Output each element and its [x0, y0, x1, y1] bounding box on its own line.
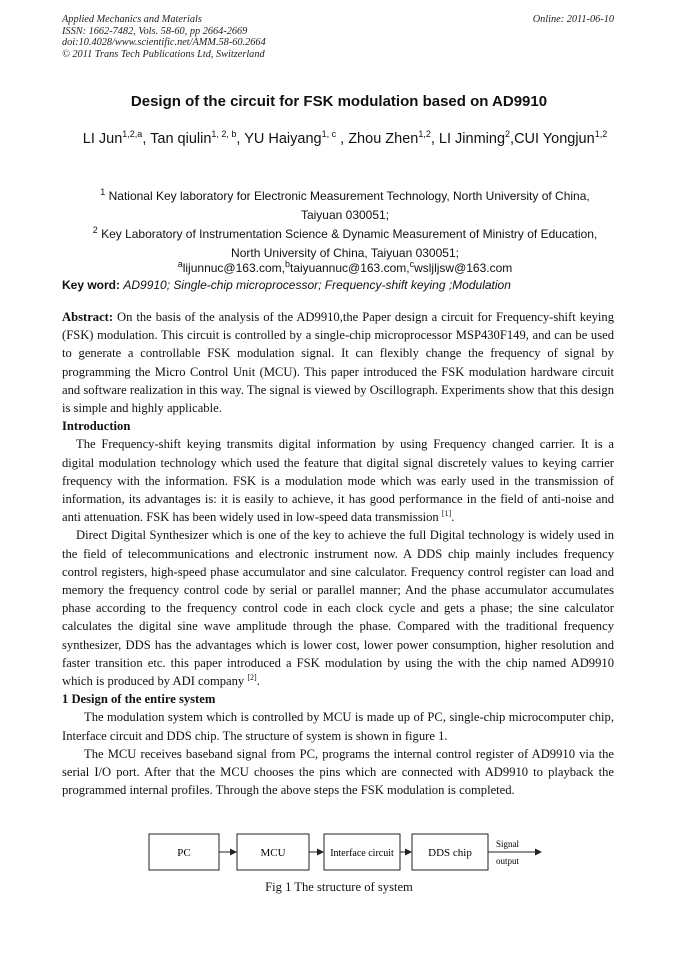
author: LI Jun$^{1,2,a}$,	[82, 129, 151, 147]
intro-paragraph-2: Direct Digital Synthesizer which is one of the key to achieve the full Digital technology is widely used in the field of telecommunications and electronic instrument now. A DDS chip mainly includes frequency control registers, high-speed phase accumulator and sine calculator. Frequency control register can load and memory the frequency control code by serial or parallel manner; And the phase accumulator accumulates phase according to the frequency control code in each clock cycle and gets a phase; the sine calculator calculates the digital sine wave amplitude through the phase. Compared with the traditional frequency synthesizer, DDS has the advantages which is lower cost, lower power consumption, higher resolution and faster transition etc. this paper introduced a FSK modulation by using the with the chip named AD9910 which is produced by ADI company [2].	[62, 528, 614, 689]
email-list	[70, 261, 620, 275]
author: YU Haiyang$^{1, c}$ ,	[244, 129, 349, 147]
copyright: © 2011 Trans Tech Publications Ltd, Switzerland	[62, 48, 265, 60]
journal-name: Applied Mechanics and Materials	[62, 14, 202, 25]
author-list	[70, 124, 620, 154]
block-dds-label: DDS chip	[428, 847, 472, 859]
citation[interactable]: [1]	[441, 509, 452, 519]
paper-body	[62, 308, 614, 799]
keywords-text: AD9910; Single-chip microprocessor; Frequency-shift keying ;Modulation	[123, 278, 511, 292]
email[interactable]: $^c$wsljljsw@163.com	[409, 259, 513, 275]
output-label-line1: Signal	[496, 839, 520, 849]
doi: doi:10.4028/www.scientific.net/AMM.58-60.2664	[62, 37, 266, 49]
section-1-paragraph-1: The modulation system which is controlled by MCU is made up of PC, single-chip microcomputer chip, Interface circuit and DDS chip. The structure of system is shown in figure 1.	[62, 710, 614, 743]
abstract-text: On the basis of the analysis of the AD9910,the Paper design a circuit for Frequency-shift keying (FSK) modulation. This circuit is controlled by a single-chip microprocessor MSP430F149, and can be used to generate a controllable FSK modulation signal. It can flexibly change the frequency of signal by programming the Micro Control Unit (MCU). This paper introduced the FSK modulation hardware circuit and software realization in this way. The signal is viewed by Oscillograph. Experiments show that this design is simple and highly applicable.	[62, 310, 614, 416]
author: LI Jinming$^2$,	[438, 129, 515, 147]
system-structure-diagram	[148, 830, 548, 874]
block-pc-label: PC	[177, 847, 191, 859]
citation[interactable]: [2]	[247, 672, 257, 682]
block-interface-label: Interface circuit	[330, 848, 394, 859]
block-mcu-label: MCU	[260, 847, 286, 859]
introduction-heading: Introduction	[62, 419, 131, 434]
email[interactable]: $^a$lijunnuc@163.com,	[177, 259, 285, 275]
intro-paragraph-1: The Frequency-shift keying transmits digital information by using Frequency changed carrier. It is a digital modulation technology which used the feature that digital signal discretely values to keying carrier frequency with the information. FSK is a modulation mode which was early used in the transmission of information, its advantages is: it is easily to achieve, it has good performance in the field of anti-noise and anti attenuation. FSK has been widely used in low-speed data transmission [1].	[62, 437, 614, 525]
section-1-heading: 1 Design of the entire system	[62, 692, 216, 707]
block-mcu	[237, 834, 309, 870]
figure-caption: Fig 1 The structure of system	[265, 880, 413, 894]
paper-title: Design of the circuit for FSK modulation based on AD9910	[130, 93, 548, 110]
block-interface-circuit	[324, 834, 400, 870]
author: Zhou Zhen$^{1,2}$,	[348, 129, 439, 147]
abstract-label: Abstract:	[62, 310, 114, 324]
block-dds-chip	[412, 834, 488, 870]
online-date: Online: 2011-06-10	[532, 14, 614, 25]
affiliation-1: $^1$ National Key laboratory for Electronic Measurement Technology, North University of China, Taiyuan 030051;	[100, 187, 590, 222]
output-label-line2: output	[496, 856, 520, 866]
author: CUI Yongjun$^{1,2}$	[514, 129, 608, 147]
block-pc	[149, 834, 219, 870]
section-1-paragraph-2: The MCU receives baseband signal from PC, programs the internal control register of AD9910 via the serial I/O port. After that the MCU chooses the pins which are connected with AD9910 to playback the programmed internal profiles. Through the above steps the FSK modulation is completed.	[62, 746, 614, 798]
keywords	[62, 278, 622, 292]
email[interactable]: $^b$taiyuannuc@163.com,	[284, 259, 410, 275]
journal-header	[62, 14, 266, 60]
abstract	[62, 308, 614, 417]
affiliation-2: $^2$ Key Laboratory of Instrumentation Science & Dynamic Measurement of Ministry of Education, North University of China, Taiyuan 030051;	[92, 225, 598, 260]
issn: ISSN: 1662-7482, Vols. 58-60, pp 2664-2669	[62, 25, 248, 37]
keywords-label: Key word:	[62, 278, 121, 292]
author: Tan qiulin$^{1, 2, b}$,	[150, 129, 245, 147]
